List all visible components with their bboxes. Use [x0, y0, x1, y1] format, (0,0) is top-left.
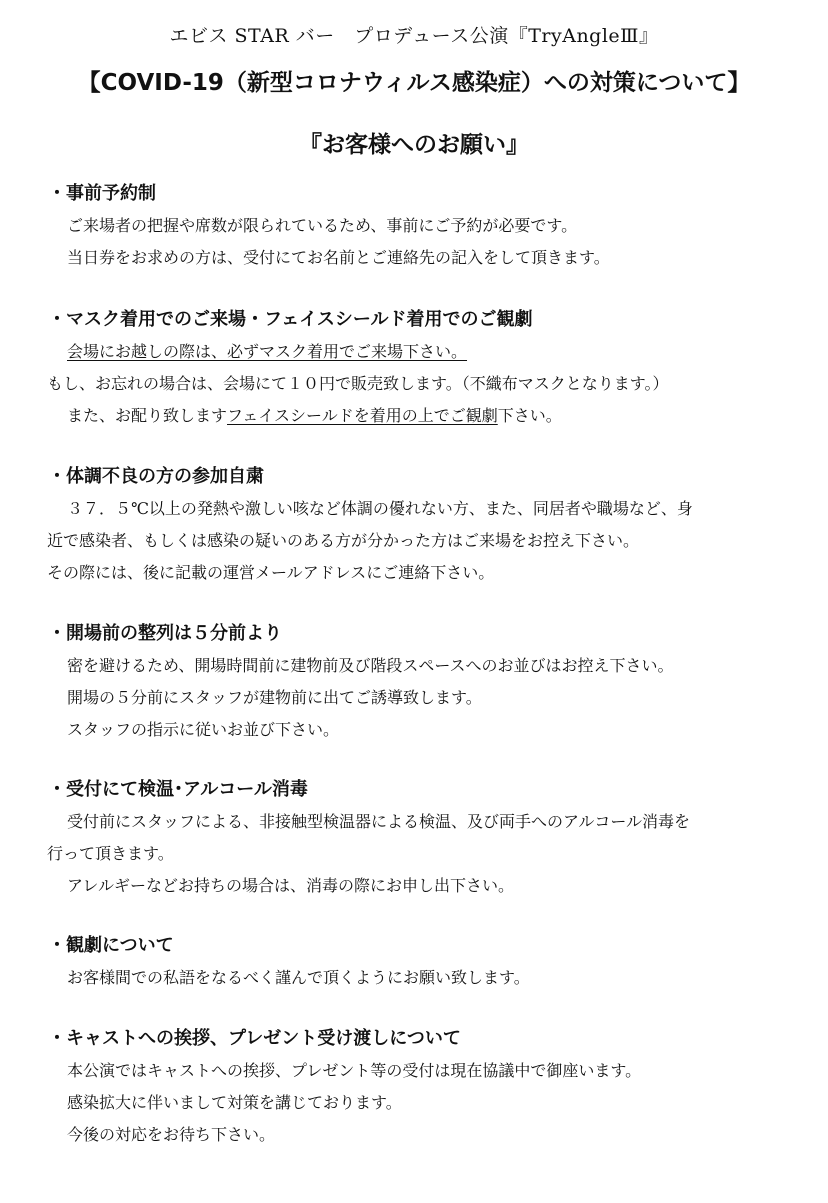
section-cast — [48, 1025, 793, 1151]
document-subtitle: 『お客様へのお願い』 — [299, 132, 529, 158]
section-reservation — [48, 180, 793, 274]
section-line: ご来場者の把握や席数が限られているため、事前にご予約が必要です。 — [67, 216, 578, 235]
section-reception — [48, 776, 793, 902]
section-line: お客様間での私語をなるべく謹んで頂くようにお願い致します。 — [67, 968, 530, 987]
section-line — [48, 400, 793, 432]
section-line: ３７．５℃以上の発熱や激しい咳など体調の優れない方、また、同居者や職場など、身 — [67, 499, 693, 518]
section-line: 感染拡大に伴いまして対策を講じております。 — [67, 1093, 402, 1112]
section-heading: ・事前予約制 — [48, 183, 156, 204]
text-segment: 下さい。 — [497, 406, 562, 425]
section-line: 開場の５分前にスタッフが建物前に出てご誘導致します。 — [67, 688, 482, 707]
section-line: その際には、後に記載の運営メールアドレスにご連絡下さい。 — [47, 563, 495, 582]
section-heading: ・開場前の整列は５分前より — [48, 623, 282, 644]
section-line: 近で感染者、もしくは感染の疑いのある方が分かった方はご来場をお控え下さい。 — [47, 531, 640, 550]
underlined-text: 会場にお越しの際は、必ずマスク着用でご来場下さい。 — [67, 342, 468, 361]
document-header: エビス STAR バー プロデュース公演『TryAngleⅢ』 — [169, 25, 659, 47]
section-heading: ・キャストへの挨拶、プレゼント受け渡しについて — [48, 1028, 461, 1049]
section-heading: ・マスク着用でのご来場・フェイスシールド着用でのご観劇 — [48, 309, 533, 330]
section-line: 密を避けるため、開場時間前に建物前及び階段スペースへのお並びはお控え下さい。 — [67, 656, 674, 675]
section-heading: ・受付にて検温･アルコール消毒 — [48, 779, 308, 800]
document-title: 【COVID-19（新型コロナウィルス感染症）への対策について】 — [77, 70, 751, 96]
text-segment: また、お配り致します — [67, 406, 228, 425]
section-line: 今後の対応をお待ち下さい。 — [67, 1125, 276, 1144]
section-heading: ・体調不良の方の参加自粛 — [48, 466, 264, 487]
section-line: 行って頂きます。 — [47, 844, 174, 863]
section-line: 受付前にスタッフによる、非接触型検温器による検温、及び両手へのアルコール消毒を — [67, 812, 691, 831]
section-line: スタッフの指示に従いお並び下さい。 — [67, 720, 340, 739]
section-health — [48, 463, 793, 589]
section-line: アレルギーなどお持ちの場合は、消毒の際にお申し出下さい。 — [67, 876, 514, 895]
section-line: もし、お忘れの場合は、会場にて１０円で販売致します。（不織布マスクとなります。） — [47, 374, 669, 393]
section-queue — [48, 620, 793, 746]
section-line: 本公演ではキャストへの挨拶、プレゼント等の受付は現在協議中で御座います。 — [67, 1061, 642, 1080]
underlined-text: フェイスシールドを着用の上でご観劇 — [227, 406, 498, 425]
section-mask — [48, 306, 793, 432]
section-viewing — [48, 932, 793, 994]
section-line: 当日券をお求めの方は、受付にてお名前とご連絡先の記入をして頂きます。 — [67, 248, 610, 267]
section-line — [48, 336, 793, 368]
section-heading: ・観劇について — [48, 935, 174, 956]
